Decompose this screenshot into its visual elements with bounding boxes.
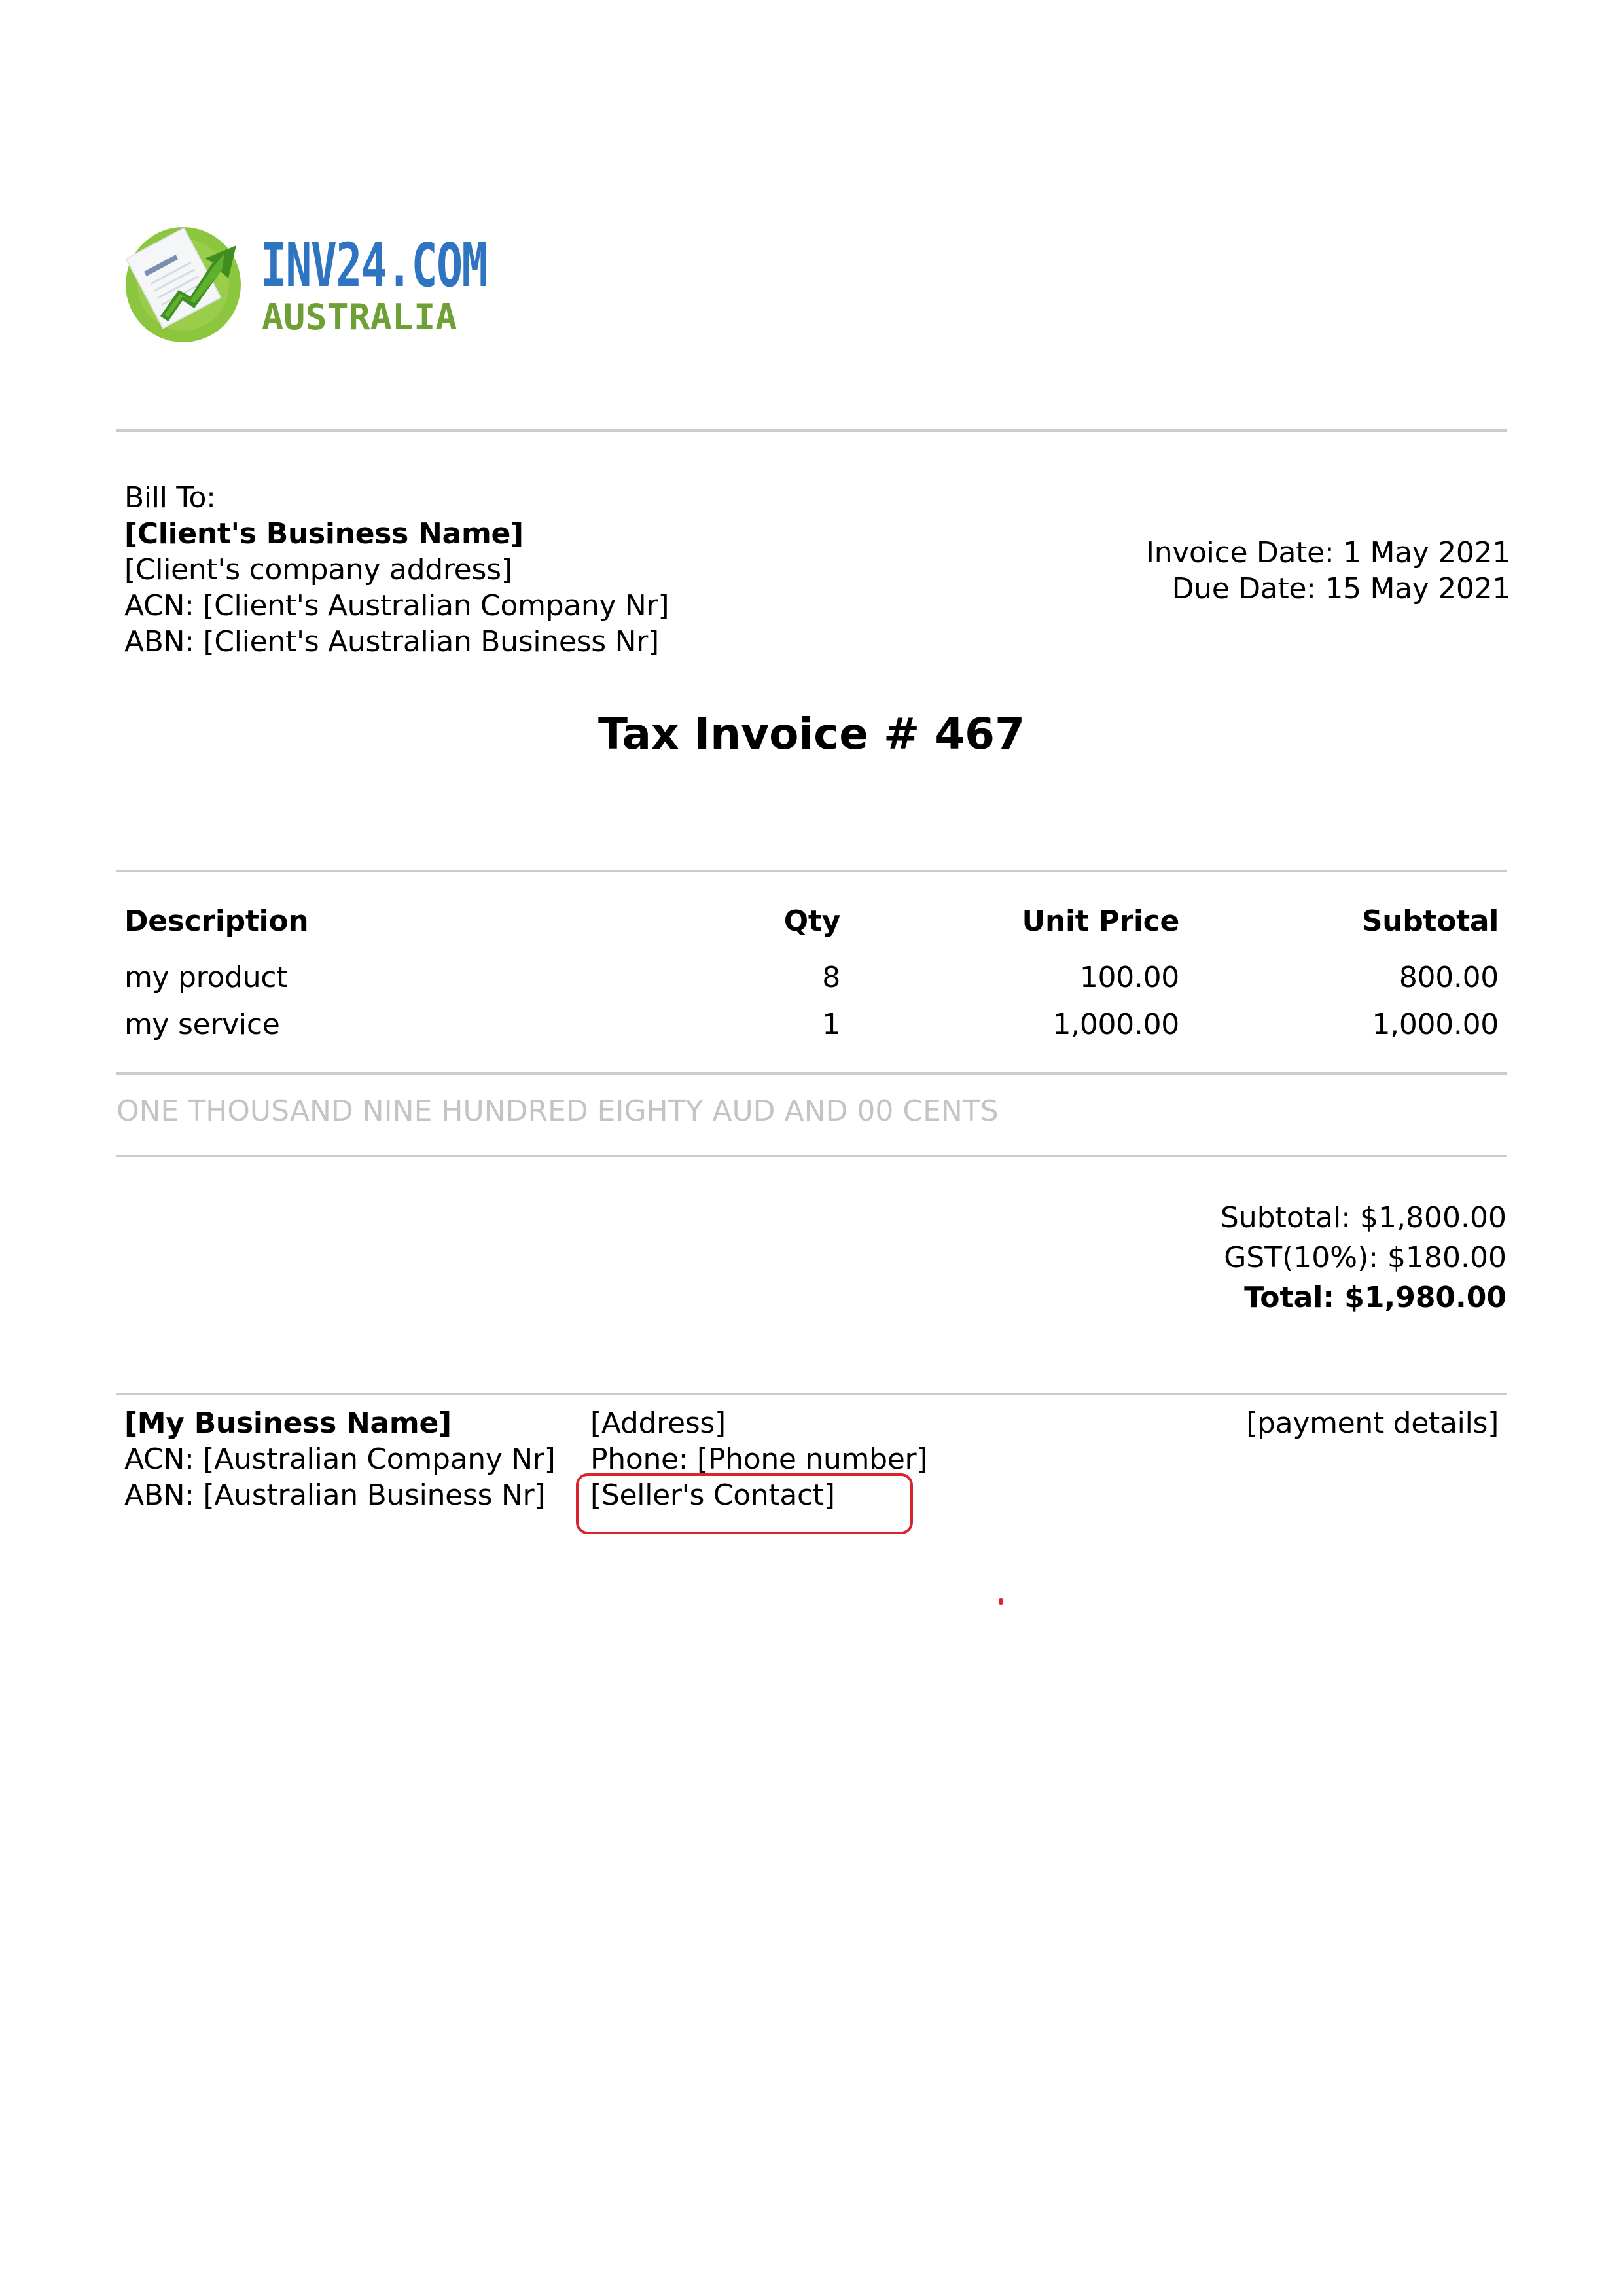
totals-block — [1221, 1198, 1507, 1318]
column-header-subtotal: Subtotal — [1361, 905, 1499, 938]
column-header-qty: Qty — [783, 905, 840, 938]
logo-region-text: AUSTRALIA — [262, 296, 457, 338]
row-subtotal: 1,000.00 — [1372, 1008, 1499, 1041]
due-date: Due Date: 15 May 2021 — [1171, 572, 1510, 605]
invoice-growth-icon — [121, 219, 245, 344]
annotation-dot — [999, 1598, 1003, 1605]
divider-table-top — [116, 870, 1507, 872]
bill-to-label: Bill To: — [124, 481, 216, 514]
amount-in-words: ONE THOUSAND NINE HUNDRED EIGHTY AUD AND 00 CENTS — [116, 1094, 999, 1128]
client-abn: ABN: [Client's Australian Business Nr] — [124, 625, 659, 658]
seller-abn: ABN: [Australian Business Nr] — [124, 1479, 546, 1512]
seller-business-name: [My Business Name] — [124, 1407, 452, 1440]
row-description: my product — [124, 961, 288, 994]
invoice-title: Tax Invoice # 467 — [597, 709, 1026, 759]
divider-footer — [116, 1393, 1507, 1395]
invoice-date: Invoice Date: 1 May 2021 — [1146, 536, 1510, 569]
divider-top — [116, 429, 1507, 432]
row-description: my service — [124, 1008, 280, 1041]
row-subtotal: 800.00 — [1399, 961, 1499, 994]
divider-amount-words — [116, 1155, 1507, 1157]
highlight-annotation-box — [576, 1473, 913, 1534]
column-header-unit-price: Unit Price — [1022, 905, 1179, 938]
divider-table-bottom — [116, 1072, 1507, 1075]
column-header-description: Description — [124, 905, 309, 938]
subtotal-line: Subtotal: $1,800.00 — [1220, 1201, 1507, 1234]
invoice-dates — [1146, 535, 1510, 607]
payment-details: [payment details] — [1246, 1407, 1499, 1440]
client-acn: ACN: [Client's Australian Company Nr] — [124, 589, 669, 622]
client-address: [Client's company address] — [124, 553, 512, 586]
gst-line: GST(10%): $180.00 — [1224, 1241, 1507, 1274]
seller-acn: ACN: [Australian Company Nr] — [124, 1443, 556, 1476]
total-line: Total: $1,980.00 — [1244, 1281, 1507, 1314]
row-qty: 8 — [822, 961, 840, 994]
logo-brand-text: INV24.COM — [260, 230, 487, 300]
company-logo — [118, 213, 510, 344]
row-unit-price: 1,000.00 — [1052, 1008, 1179, 1041]
seller-phone: Phone: [Phone number] — [590, 1443, 928, 1476]
bill-to-block — [124, 480, 669, 660]
seller-details — [124, 1405, 556, 1513]
seller-address: [Address] — [590, 1407, 726, 1440]
row-qty: 1 — [822, 1008, 840, 1041]
seller-contact: [Seller's Contact] — [590, 1479, 835, 1512]
client-business-name: [Client's Business Name] — [124, 517, 524, 550]
row-unit-price: 100.00 — [1079, 961, 1179, 994]
